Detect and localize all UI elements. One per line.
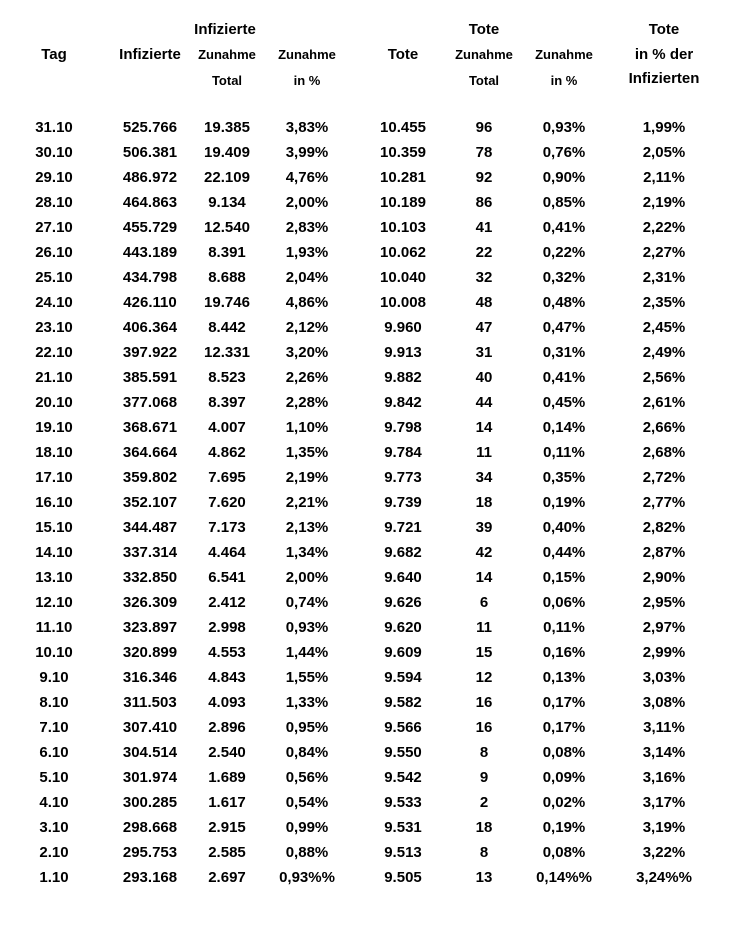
zunahme-total-cell: 19.385 xyxy=(204,119,250,136)
tote-zunahme-cell: 47 xyxy=(475,319,493,336)
anteil-cell: 3,11% xyxy=(643,719,685,736)
zunahme-pct-cell: 2,04% xyxy=(285,269,329,286)
zunahme-pct-cell: 2,28% xyxy=(285,394,329,411)
tag-cell: 16.10 xyxy=(35,494,73,511)
zunahme-pct-cell: 0,93%% xyxy=(279,869,335,886)
zunahme-pct-cell: 1,44% xyxy=(285,644,329,661)
table-row xyxy=(0,190,744,215)
anteil-cell: 2,95% xyxy=(642,594,686,611)
tote-cell: 9.533 xyxy=(384,794,422,811)
tote-zunahme-cell: 12 xyxy=(475,669,493,686)
zunahme-pct-cell: 3,99% xyxy=(285,144,329,161)
tag-cell: 1.10 xyxy=(39,869,69,886)
tote-zunahme-cell: 22 xyxy=(475,244,493,261)
header-zunahme-pct-line1: Zunahme xyxy=(278,47,336,62)
tag-cell: 29.10 xyxy=(35,169,73,186)
table-row xyxy=(0,515,744,540)
zunahme-pct-cell: 2,26% xyxy=(285,369,329,386)
tag-cell: 20.10 xyxy=(35,394,73,411)
anteil-cell: 3,24%% xyxy=(636,869,692,886)
tote-zunahme-cell: 14 xyxy=(475,569,493,586)
tote-zunahme-cell: 34 xyxy=(475,469,493,486)
table-row xyxy=(0,765,744,790)
tag-cell: 11.10 xyxy=(35,619,73,636)
zunahme-pct-cell: 0,93% xyxy=(285,619,329,636)
tote-zunahme-cell: 39 xyxy=(475,519,493,536)
zunahme-pct-cell: 1,34% xyxy=(285,544,329,561)
table-row xyxy=(0,690,744,715)
zunahme-total-cell: 19.409 xyxy=(204,144,250,161)
tote-cell: 10.281 xyxy=(380,169,426,186)
tote-pct-cell: 0,41% xyxy=(542,219,586,236)
tote-cell: 9.582 xyxy=(384,694,422,711)
tote-cell: 9.784 xyxy=(384,444,422,461)
zunahme-total-cell: 8.523 xyxy=(208,369,246,386)
zunahme-pct-cell: 2,12% xyxy=(285,319,329,336)
zunahme-pct-cell: 1,35% xyxy=(285,444,329,461)
infizierte-cell: 455.729 xyxy=(122,219,178,236)
zunahme-total-cell: 2.540 xyxy=(208,744,246,761)
zunahme-total-cell: 22.109 xyxy=(204,169,250,186)
tote-cell: 9.566 xyxy=(384,719,422,736)
infizierte-cell: 359.802 xyxy=(122,469,178,486)
anteil-cell: 2,31% xyxy=(642,269,686,286)
infizierte-cell: 368.671 xyxy=(122,419,178,436)
header-anteil-line1: Tote xyxy=(648,21,680,38)
zunahme-pct-cell: 1,55% xyxy=(285,669,329,686)
infizierte-cell: 332.850 xyxy=(122,569,178,586)
header-anteil-line2: in % der xyxy=(634,46,694,63)
zunahme-pct-cell: 0,95% xyxy=(285,719,329,736)
anteil-cell: 2,05% xyxy=(642,144,686,161)
anteil-cell: 3,03% xyxy=(642,669,686,686)
tote-cell: 9.550 xyxy=(384,744,422,761)
zunahme-total-cell: 7.620 xyxy=(208,494,246,511)
tote-cell: 9.626 xyxy=(384,594,422,611)
tote-pct-cell: 0,32% xyxy=(542,269,586,286)
tote-pct-cell: 0,44% xyxy=(542,544,586,561)
tote-cell: 9.960 xyxy=(384,319,422,336)
header-tote-pct-line2: in % xyxy=(550,73,578,88)
header-zunahme-pct-line2: in % xyxy=(293,73,321,88)
tote-cell: 9.739 xyxy=(384,494,422,511)
header-tote-zunahme-line1: Zunahme xyxy=(455,47,513,62)
tote-zunahme-cell: 16 xyxy=(475,694,493,711)
anteil-cell: 1,99% xyxy=(642,119,686,136)
table-row xyxy=(0,815,744,840)
tote-zunahme-cell: 40 xyxy=(475,369,493,386)
zunahme-total-cell: 19.746 xyxy=(204,294,250,311)
zunahme-total-cell: 7.695 xyxy=(208,469,246,486)
anteil-cell: 2,72% xyxy=(642,469,686,486)
tag-cell: 31.10 xyxy=(35,119,73,136)
table-row xyxy=(0,590,744,615)
infizierte-cell: 323.897 xyxy=(122,619,178,636)
table-row xyxy=(0,865,744,890)
infizierte-cell: 525.766 xyxy=(122,119,178,136)
tote-cell: 9.842 xyxy=(384,394,422,411)
tote-zunahme-cell: 8 xyxy=(479,844,489,861)
infizierte-cell: 377.068 xyxy=(122,394,178,411)
tote-cell: 10.040 xyxy=(380,269,426,286)
tote-pct-cell: 0,06% xyxy=(542,594,586,611)
tag-cell: 15.10 xyxy=(35,519,73,536)
tote-pct-cell: 0,85% xyxy=(542,194,586,211)
anteil-cell: 2,82% xyxy=(642,519,686,536)
anteil-cell: 2,22% xyxy=(642,219,686,236)
tote-pct-cell: 0,40% xyxy=(542,519,586,536)
table-row xyxy=(0,340,744,365)
anteil-cell: 2,45% xyxy=(642,319,686,336)
tote-cell: 10.359 xyxy=(380,144,426,161)
tag-cell: 5.10 xyxy=(39,769,69,786)
tote-cell: 9.882 xyxy=(384,369,422,386)
zunahme-pct-cell: 0,54% xyxy=(285,794,329,811)
tote-zunahme-cell: 96 xyxy=(475,119,493,136)
tote-zunahme-cell: 78 xyxy=(475,144,493,161)
tote-zunahme-cell: 11 xyxy=(476,444,492,461)
tote-cell: 10.455 xyxy=(380,119,426,136)
table-row xyxy=(0,540,744,565)
infizierte-cell: 486.972 xyxy=(122,169,178,186)
zunahme-pct-cell: 2,83% xyxy=(285,219,329,236)
anteil-cell: 2,11% xyxy=(643,169,685,186)
tag-cell: 8.10 xyxy=(39,694,69,711)
zunahme-total-cell: 2.998 xyxy=(208,619,246,636)
tag-cell: 17.10 xyxy=(35,469,73,486)
anteil-cell: 2,35% xyxy=(642,294,686,311)
tote-pct-cell: 0,14%% xyxy=(536,869,592,886)
tote-cell: 9.531 xyxy=(384,819,422,836)
anteil-cell: 3,22% xyxy=(642,844,686,861)
infizierte-cell: 426.110 xyxy=(123,294,177,311)
tote-zunahme-cell: 41 xyxy=(475,219,493,236)
zunahme-total-cell: 2.412 xyxy=(208,594,246,611)
tote-cell: 9.773 xyxy=(384,469,422,486)
zunahme-pct-cell: 4,86% xyxy=(285,294,329,311)
zunahme-pct-cell: 2,19% xyxy=(285,469,329,486)
tote-pct-cell: 0,11% xyxy=(543,444,585,461)
infizierte-cell: 506.381 xyxy=(122,144,178,161)
anteil-cell: 3,14% xyxy=(642,744,686,761)
tote-cell: 10.062 xyxy=(380,244,426,261)
tag-cell: 27.10 xyxy=(35,219,73,236)
anteil-cell: 2,49% xyxy=(642,344,686,361)
infizierte-cell: 301.974 xyxy=(122,769,178,786)
tag-cell: 12.10 xyxy=(35,594,73,611)
tag-cell: 7.10 xyxy=(39,719,69,736)
tote-pct-cell: 0,41% xyxy=(542,369,586,386)
tote-pct-cell: 0,76% xyxy=(542,144,586,161)
table-row xyxy=(0,740,744,765)
tote-zunahme-cell: 15 xyxy=(475,644,493,661)
tote-pct-cell: 0,90% xyxy=(542,169,586,186)
tag-cell: 4.10 xyxy=(39,794,69,811)
zunahme-total-cell: 2.585 xyxy=(208,844,246,861)
tag-cell: 2.10 xyxy=(39,844,69,861)
anteil-cell: 2,19% xyxy=(642,194,686,211)
zunahme-pct-cell: 0,99% xyxy=(285,819,329,836)
tag-cell: 23.10 xyxy=(35,319,73,336)
anteil-cell: 2,56% xyxy=(642,369,686,386)
zunahme-total-cell: 4.007 xyxy=(208,419,246,436)
tote-pct-cell: 0,14% xyxy=(542,419,586,436)
zunahme-pct-cell: 2,13% xyxy=(285,519,329,536)
anteil-cell: 2,68% xyxy=(642,444,686,461)
tote-cell: 9.798 xyxy=(384,419,422,436)
infizierte-cell: 304.514 xyxy=(122,744,178,761)
zunahme-pct-cell: 3,20% xyxy=(285,344,329,361)
tote-cell: 9.505 xyxy=(384,869,422,886)
tote-cell: 9.620 xyxy=(384,619,422,636)
zunahme-pct-cell: 0,88% xyxy=(285,844,329,861)
header-infizierte: Infizierte xyxy=(119,46,181,63)
tote-pct-cell: 0,48% xyxy=(542,294,586,311)
tag-cell: 6.10 xyxy=(39,744,69,761)
anteil-cell: 2,97% xyxy=(642,619,686,636)
tote-pct-cell: 0,93% xyxy=(542,119,586,136)
tag-cell: 21.10 xyxy=(35,369,73,386)
infizierte-cell: 337.314 xyxy=(122,544,178,561)
tote-pct-cell: 0,13% xyxy=(542,669,586,686)
tote-cell: 9.542 xyxy=(384,769,422,786)
anteil-cell: 2,66% xyxy=(642,419,686,436)
tote-cell: 9.640 xyxy=(384,569,422,586)
infizierte-cell: 434.798 xyxy=(122,269,178,286)
table-row xyxy=(0,640,744,665)
tag-cell: 28.10 xyxy=(35,194,73,211)
infizierte-cell: 352.107 xyxy=(122,494,178,511)
tote-pct-cell: 0,09% xyxy=(542,769,586,786)
tote-cell: 10.189 xyxy=(380,194,426,211)
tote-zunahme-cell: 9 xyxy=(479,769,489,786)
tote-zunahme-cell: 13 xyxy=(475,869,493,886)
tote-zunahme-cell: 31 xyxy=(475,344,493,361)
tote-pct-cell: 0,02% xyxy=(542,794,586,811)
zunahme-total-cell: 1.689 xyxy=(208,769,246,786)
tote-cell: 9.682 xyxy=(384,544,422,561)
header-tote-zunahme-line2: Total xyxy=(468,73,500,88)
tote-zunahme-cell: 6 xyxy=(479,594,489,611)
tote-pct-cell: 0,11% xyxy=(543,619,585,636)
table-row xyxy=(0,490,744,515)
infizierte-cell: 443.189 xyxy=(122,244,178,261)
infizierte-cell: 311.503 xyxy=(123,694,177,711)
tote-pct-cell: 0,35% xyxy=(542,469,586,486)
table-row xyxy=(0,715,744,740)
tote-pct-cell: 0,31% xyxy=(542,344,586,361)
anteil-cell: 3,19% xyxy=(642,819,686,836)
tote-cell: 9.513 xyxy=(384,844,422,861)
tote-zunahme-cell: 18 xyxy=(475,494,493,511)
zunahme-total-cell: 1.617 xyxy=(208,794,246,811)
infizierte-cell: 320.899 xyxy=(122,644,178,661)
tote-zunahme-cell: 48 xyxy=(475,294,493,311)
table-row xyxy=(0,415,744,440)
tote-zunahme-cell: 18 xyxy=(475,819,493,836)
tote-zunahme-cell: 86 xyxy=(475,194,493,211)
anteil-cell: 3,16% xyxy=(642,769,686,786)
infizierte-cell: 397.922 xyxy=(122,344,178,361)
zunahme-total-cell: 4.843 xyxy=(208,669,246,686)
tote-zunahme-cell: 16 xyxy=(475,719,493,736)
header-tote: Tote xyxy=(387,46,419,63)
zunahme-total-cell: 4.464 xyxy=(208,544,246,561)
tag-cell: 30.10 xyxy=(35,144,73,161)
tote-zunahme-cell: 11 xyxy=(476,619,492,636)
infizierte-cell: 364.664 xyxy=(122,444,178,461)
table-row xyxy=(0,215,744,240)
zunahme-total-cell: 8.442 xyxy=(208,319,246,336)
table-row xyxy=(0,390,744,415)
header-infizierte-group: Infizierte xyxy=(194,21,256,38)
table-row xyxy=(0,565,744,590)
table-row xyxy=(0,165,744,190)
table-row xyxy=(0,840,744,865)
zunahme-pct-cell: 4,76% xyxy=(285,169,329,186)
tag-cell: 18.10 xyxy=(35,444,73,461)
tote-pct-cell: 0,47% xyxy=(542,319,586,336)
table-row xyxy=(0,265,744,290)
zunahme-total-cell: 7.173 xyxy=(208,519,246,536)
zunahme-total-cell: 9.134 xyxy=(208,194,246,211)
zunahme-total-cell: 12.331 xyxy=(204,344,250,361)
anteil-cell: 2,61% xyxy=(642,394,686,411)
tote-pct-cell: 0,08% xyxy=(542,744,586,761)
tote-cell: 9.594 xyxy=(384,669,422,686)
zunahme-pct-cell: 1,93% xyxy=(285,244,329,261)
tag-cell: 24.10 xyxy=(35,294,73,311)
zunahme-pct-cell: 0,56% xyxy=(285,769,329,786)
zunahme-total-cell: 8.688 xyxy=(208,269,246,286)
anteil-cell: 2,27% xyxy=(642,244,686,261)
infizierte-cell: 326.309 xyxy=(122,594,178,611)
tag-cell: 26.10 xyxy=(35,244,73,261)
tote-pct-cell: 0,19% xyxy=(542,494,586,511)
header-zunahme-total-line1: Zunahme xyxy=(198,47,256,62)
zunahme-pct-cell: 1,33% xyxy=(285,694,329,711)
tote-cell: 9.721 xyxy=(384,519,422,536)
zunahme-total-cell: 12.540 xyxy=(204,219,250,236)
tote-cell: 9.913 xyxy=(384,344,422,361)
infizierte-cell: 344.487 xyxy=(122,519,178,536)
tote-pct-cell: 0,45% xyxy=(542,394,586,411)
anteil-cell: 2,87% xyxy=(642,544,686,561)
table-row xyxy=(0,140,744,165)
zunahme-pct-cell: 1,10% xyxy=(285,419,329,436)
table-row xyxy=(0,365,744,390)
infizierte-cell: 316.346 xyxy=(122,669,178,686)
zunahme-total-cell: 4.093 xyxy=(208,694,246,711)
table-row xyxy=(0,290,744,315)
tag-cell: 25.10 xyxy=(35,269,73,286)
table-row xyxy=(0,115,744,140)
table-row xyxy=(0,465,744,490)
table-row xyxy=(0,790,744,815)
table-row xyxy=(0,615,744,640)
tag-cell: 14.10 xyxy=(35,544,73,561)
table-row xyxy=(0,440,744,465)
tote-zunahme-cell: 8 xyxy=(479,744,489,761)
tote-zunahme-cell: 14 xyxy=(475,419,493,436)
header-tag: Tag xyxy=(41,46,67,63)
zunahme-total-cell: 6.541 xyxy=(208,569,246,586)
infizierte-cell: 307.410 xyxy=(122,719,178,736)
zunahme-pct-cell: 0,74% xyxy=(285,594,329,611)
infizierte-cell: 406.364 xyxy=(122,319,178,336)
tote-pct-cell: 0,15% xyxy=(542,569,586,586)
tote-cell: 9.609 xyxy=(384,644,422,661)
tag-cell: 19.10 xyxy=(35,419,73,436)
zunahme-pct-cell: 2,21% xyxy=(285,494,329,511)
infizierte-cell: 464.863 xyxy=(122,194,178,211)
zunahme-total-cell: 4.862 xyxy=(208,444,246,461)
anteil-cell: 2,77% xyxy=(642,494,686,511)
tote-pct-cell: 0,19% xyxy=(542,819,586,836)
header-tote-pct-line1: Zunahme xyxy=(535,47,593,62)
anteil-cell: 3,17% xyxy=(642,794,686,811)
anteil-cell: 2,90% xyxy=(642,569,686,586)
tote-pct-cell: 0,08% xyxy=(542,844,586,861)
tote-pct-cell: 0,17% xyxy=(542,719,586,736)
tote-zunahme-cell: 44 xyxy=(475,394,493,411)
infizierte-cell: 298.668 xyxy=(122,819,178,836)
tote-zunahme-cell: 32 xyxy=(475,269,493,286)
tote-zunahme-cell: 2 xyxy=(479,794,489,811)
zunahme-total-cell: 2.915 xyxy=(208,819,246,836)
infizierte-cell: 385.591 xyxy=(122,369,178,386)
zunahme-total-cell: 2.896 xyxy=(208,719,246,736)
anteil-cell: 2,99% xyxy=(642,644,686,661)
zunahme-pct-cell: 3,83% xyxy=(285,119,329,136)
zunahme-pct-cell: 2,00% xyxy=(285,194,329,211)
header-zunahme-total-line2: Total xyxy=(211,73,243,88)
tag-cell: 13.10 xyxy=(35,569,73,586)
zunahme-total-cell: 4.553 xyxy=(208,644,246,661)
infizierte-cell: 293.168 xyxy=(122,869,178,886)
tag-cell: 3.10 xyxy=(39,819,69,836)
tag-cell: 10.10 xyxy=(35,644,73,661)
infizierte-cell: 300.285 xyxy=(122,794,178,811)
zunahme-total-cell: 2.697 xyxy=(208,869,246,886)
infizierte-cell: 295.753 xyxy=(122,844,178,861)
zunahme-pct-cell: 0,84% xyxy=(285,744,329,761)
zunahme-pct-cell: 2,00% xyxy=(285,569,329,586)
tote-cell: 10.008 xyxy=(380,294,426,311)
zunahme-total-cell: 8.397 xyxy=(208,394,246,411)
table-row xyxy=(0,315,744,340)
zunahme-total-cell: 8.391 xyxy=(208,244,246,261)
header-tote-group: Tote xyxy=(468,21,500,38)
tote-pct-cell: 0,17% xyxy=(542,694,586,711)
table-row xyxy=(0,665,744,690)
tote-pct-cell: 0,22% xyxy=(542,244,586,261)
anteil-cell: 3,08% xyxy=(642,694,686,711)
tag-cell: 9.10 xyxy=(39,669,69,686)
header-anteil-line3: Infizierten xyxy=(628,70,700,87)
tote-zunahme-cell: 92 xyxy=(475,169,493,186)
table-row xyxy=(0,240,744,265)
tag-cell: 22.10 xyxy=(35,344,73,361)
tote-cell: 10.103 xyxy=(380,219,426,236)
tote-zunahme-cell: 42 xyxy=(475,544,493,561)
tote-pct-cell: 0,16% xyxy=(542,644,586,661)
